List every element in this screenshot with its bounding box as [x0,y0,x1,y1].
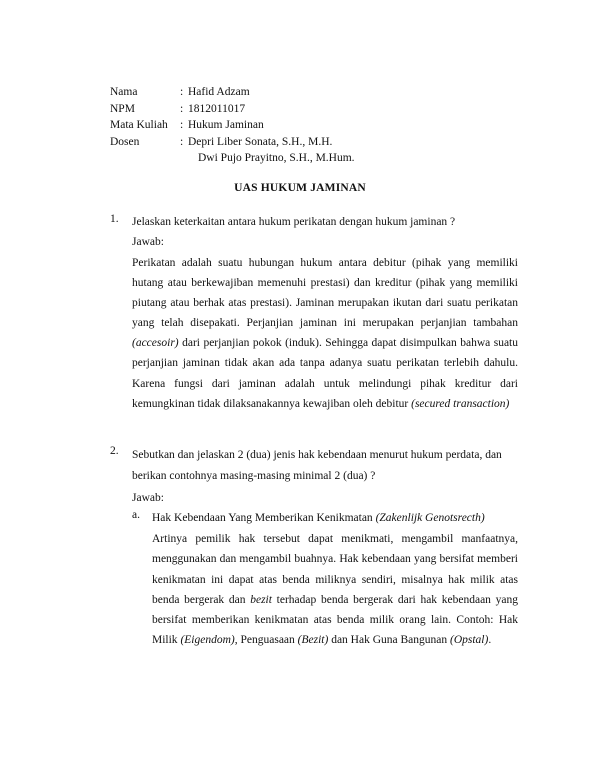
info-value: 1812011017 [188,102,246,115]
item-text: . [488,634,492,647]
info-separator: : [180,119,184,131]
info-separator: : [180,135,184,148]
term-accesoir: (accesoir) [132,337,179,350]
info-separator: : [180,86,184,98]
page-title: UAS HUKUM JAMINAN [234,182,366,194]
item-heading [152,509,518,527]
info-separator: : [180,102,184,115]
answer-label: Jawab: [132,492,164,504]
info-label: Mata Kuliah [110,119,168,131]
answer-text: Perikatan adalah suatu hubungan hukum antara debitur (pihak yang memiliki hutang atau berkewajiban memenuhi prestasi) dan kreditur (pihak yang memiliki piutang atau berhak atas prestasi). Jaminan merupakan ikutan dari suatu perikatan yang telah disepakati. Perjanjian jaminan ini merupakan perjanjian tambahan [132,257,518,330]
answer-text: dari perjanjian pokok (induk). Sehingga dapat disimpulkan bahwa suatu perjanjian jaminan tidak akan ada tanpa adanya suatu perikatan terlebih dahulu. Karena fungsi dari jaminan adalah untuk melindungi pihak kreditur dari kemungkinan tidak dilaksanakannya kewajiban oleh debitur [132,337,519,410]
item-text: dan Hak Guna Bangunan [331,634,448,647]
question-body [132,445,518,651]
item-paragraph [152,529,518,651]
question-body [132,213,518,414]
item-text: Artinya pemilik hak tersebut dapat menikmati, mengambil manfaatnya, menggunakan dan mengambil buahnya. Hak kebendaan yang bersifat memberi kenikmatan ini dapat atas benda miliknya sendiri, misalnya hak milik atas benda bergerak dan [152,533,518,606]
info-row-dosen-2 [110,150,355,167]
info-row-nama [110,84,355,101]
question-text: Jelaskan keterkaitan antara hukum perikatan dengan hukum jaminan ? [132,216,456,228]
heading-text: Hak Kebendaan Yang Memberikan Kenikmatan [152,512,373,524]
info-row-dosen [110,134,355,151]
item-body [152,509,518,651]
info-row-mata-kuliah [110,117,355,134]
item-text: , Penguasaan [234,634,295,647]
term-bezit-2: (Bezit) [297,634,329,647]
question-number: 1. [110,213,119,225]
term-bezit: bezit [250,593,272,606]
info-value: Dwi Pujo Prayitno, S.H., M.Hum. [198,152,355,164]
term-eigendom: (Eigendom) [180,634,235,647]
answer-paragraph [132,253,518,414]
info-value: Hukum Jaminan [188,119,264,131]
answer-item-a [132,509,518,651]
term-secured-transaction: (secured transaction) [411,397,510,410]
item-letter: a. [132,509,140,521]
item-text: terhadap benda bergerak dari hak kebendaan yang bersifat memberikan kenikmatan atas benda milik orang lain. Contoh: Hak Milik [152,593,519,647]
info-label: Dosen [110,135,140,148]
info-label: NPM [110,102,135,115]
info-label: Nama [110,86,138,98]
info-value: Hafid Adzam [188,86,250,98]
question-text: Sebutkan dan jelaskan 2 (dua) jenis hak kebendaan menurut hukum perdata, dan berikan contohnya masing-masing minimal 2 (dua) ? [132,449,502,482]
question-number: 2. [110,445,119,457]
term-opstal: (Opstal) [450,634,489,647]
info-row-npm [110,101,355,118]
heading-term: (Zakenlijk Genotsrecth) [375,512,485,524]
info-value: Depri Liber Sonata, S.H., M.H. [188,135,333,148]
student-info-header [110,84,355,167]
answer-label: Jawab: [132,236,164,248]
